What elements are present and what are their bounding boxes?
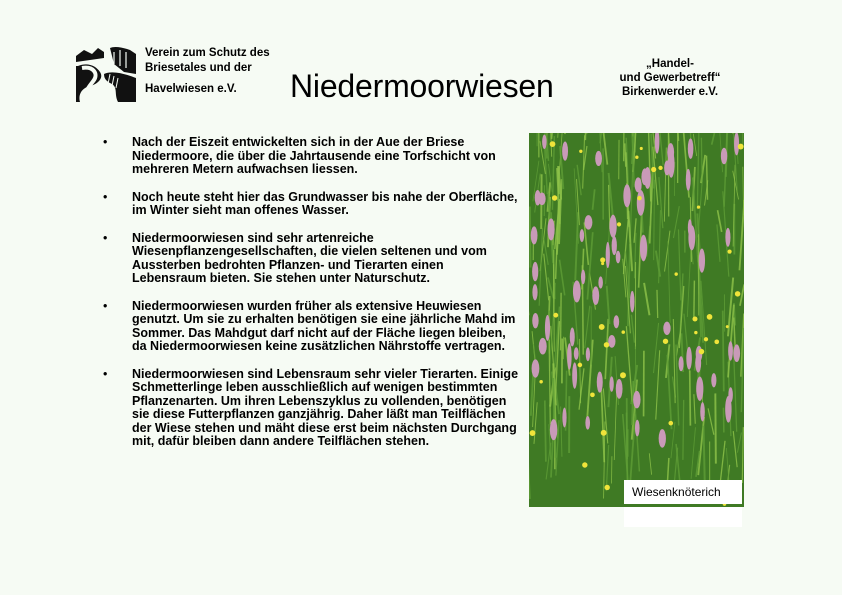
bullet-text: Nach der Eiszeit entwickelten sich in der Aue der Briese Niedermoore, die über die Jahrtausende eine Torfschicht von mehreren Metern aufwachsen liessen. bbox=[132, 135, 496, 176]
bullet-text: Niedermoorwiesen sind Lebensraum sehr vieler Tierarten. Einige Schmetterlinge leben ausschließlich auf wenigen bestimmten Pflanzenarten. Um ihren Lebenszyklus zu vollenden, benötigen sie diese Futterpflanzen ganzjährig. Daher läßt man Teilflächen der Wiese stehen und mäht diese erst beim nächsten Durchgang mit, dafür bleiben dann andere Teilflächen stehen. bbox=[132, 366, 519, 448]
bullet-text: Niedermoorwiesen sind sehr artenreiche Wiesenpflanzengesellschaften, die vielen seltenen und vom Aussterben bedrohten Pflanzen- und Tierarten einen Lebensraum bieten. Sie stehen unter Naturschutz. bbox=[132, 230, 487, 285]
bullet-item bbox=[100, 232, 520, 286]
bullet-list bbox=[100, 136, 520, 463]
briese-valley-landscape-icon bbox=[74, 44, 138, 106]
meadow-illustration bbox=[529, 133, 744, 507]
bullet-text: Noch heute steht hier das Grundwasser bis nahe der Oberfläche, im Winter sieht man offenes Wasser. bbox=[132, 189, 518, 217]
org-left-name bbox=[145, 46, 305, 97]
org-right-line: „Handel- bbox=[646, 58, 694, 70]
bullet-marker: • bbox=[103, 135, 108, 149]
org-right-name bbox=[600, 57, 740, 99]
bullet-marker: • bbox=[103, 298, 108, 313]
bullet-text: Niedermoorwiesen wurden früher als extensive Heuwiesen genutzt. Um sie zu erhalten benötigen sie eine jährliche Mahd im Sommer. Das Mahdgut darf nicht auf der Fläche liegen bleiben, da Niedermoorwiesen keine zusätzlichen Nährstoffe vertragen. bbox=[132, 298, 516, 353]
org-right-line: Birkenwerder e.V. bbox=[621, 86, 719, 98]
org-right-line: und Gewerbetreff“ bbox=[619, 72, 721, 84]
org-left-line: Briesetales und der bbox=[145, 62, 252, 74]
org-left-line: Verein zum Schutz des bbox=[145, 47, 270, 59]
bullet-marker: • bbox=[103, 189, 108, 204]
org-left-line: Havelwiesen e.V. bbox=[145, 83, 237, 95]
bullet-item bbox=[100, 368, 520, 449]
bullet-marker: • bbox=[103, 230, 108, 245]
bullet-item bbox=[100, 300, 520, 354]
bullet-item bbox=[100, 191, 520, 218]
bullet-marker: • bbox=[103, 366, 108, 381]
page-title: Niedermoorwiesen bbox=[290, 68, 554, 104]
caption-backdrop bbox=[624, 507, 742, 527]
photo-caption: Wiesenknöterich bbox=[624, 480, 742, 504]
meadow-photo bbox=[529, 133, 744, 507]
bullet-item bbox=[100, 136, 520, 177]
